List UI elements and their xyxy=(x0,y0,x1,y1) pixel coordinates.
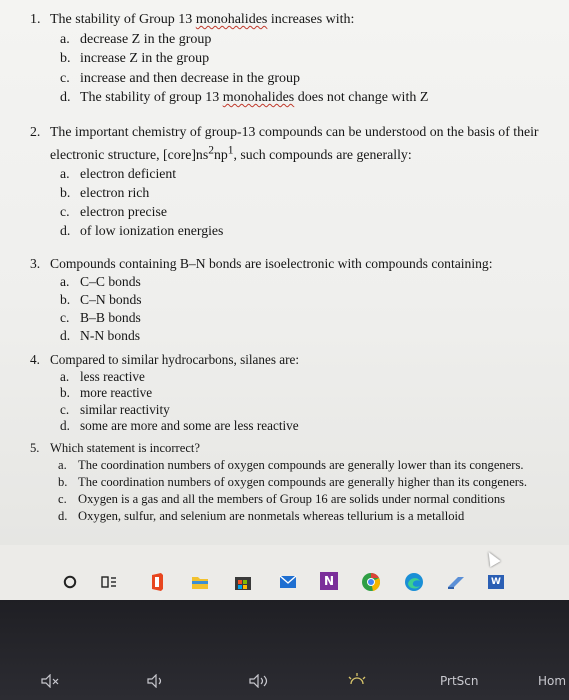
option-c: c. Oxygen is a gas and all the members of Group 16 are solids under normal conditions xyxy=(58,492,506,506)
question-2 xyxy=(30,122,561,240)
volume-up-key xyxy=(248,674,270,691)
question-4-options xyxy=(60,369,561,435)
file-explorer-icon[interactable] xyxy=(190,572,210,592)
question-number: 5. xyxy=(30,441,40,455)
volume-down-key xyxy=(146,674,166,691)
question-5-options xyxy=(58,457,561,525)
option-a: a. The coordination numbers of oxygen compounds are generally lower than its congeners. xyxy=(58,458,524,472)
option-a: a. less reactive xyxy=(60,368,145,384)
question-2-options xyxy=(60,164,561,240)
option-b: b. more reactive xyxy=(60,385,153,400)
option-d: d. some are more and some are less reactive xyxy=(60,418,299,433)
question-1-options xyxy=(60,30,561,108)
chrome-icon[interactable] xyxy=(361,572,381,592)
question-5 xyxy=(30,440,561,525)
question-number: 4. xyxy=(30,352,40,367)
option-d: d. The stability of group 13 monohalides does not change with Z xyxy=(60,90,429,105)
question-3 xyxy=(30,255,561,345)
brightness-key xyxy=(346,672,368,689)
question-2-stem: 2. The important chemistry of group-13 compounds can be understood on the basis of their electronic structure, $[core]ns^2np^1$, such compounds are generally: xyxy=(30,124,539,162)
mail-icon[interactable] xyxy=(278,572,298,592)
question-3-options xyxy=(60,273,561,345)
option-a: a. C–C bonds xyxy=(60,274,141,289)
question-number: 1. xyxy=(30,12,41,27)
option-d: d. N-N bonds xyxy=(60,328,141,343)
taskbar xyxy=(0,545,569,600)
option-b: b. C–N bonds xyxy=(60,292,142,307)
keyboard-function-row xyxy=(0,600,569,700)
option-d: d. Oxygen, sulfur, and selenium are nonmetals whereas tellurium is a metalloid xyxy=(58,509,465,523)
mute-key xyxy=(40,674,60,691)
question-number: 3. xyxy=(30,256,41,271)
office-icon[interactable] xyxy=(147,572,167,592)
store-icon[interactable] xyxy=(233,572,253,592)
question-5-stem: 5. Which statement is incorrect? xyxy=(30,441,201,455)
word-icon[interactable]: W xyxy=(488,575,504,589)
question-number: 2. xyxy=(30,124,41,139)
question-4 xyxy=(30,352,561,435)
option-b: b. electron rich xyxy=(60,184,150,200)
prtscn-key: PrtScn xyxy=(440,674,479,688)
option-c: c. electron precise xyxy=(60,203,167,219)
search-icon[interactable] xyxy=(60,572,80,592)
edge-icon[interactable] xyxy=(404,572,424,592)
home-key: Hom xyxy=(538,674,567,688)
files-icon[interactable] xyxy=(446,572,466,592)
option-b: b. The coordination numbers of oxygen compounds are generally higher than its congeners. xyxy=(58,475,528,489)
option-b: b. increase Z in the group xyxy=(60,51,210,66)
spellcheck-flag: monohalides xyxy=(222,90,295,105)
option-c: c. increase and then decrease in the group xyxy=(60,70,301,86)
question-1 xyxy=(30,10,561,108)
question-3-stem: 3. Compounds containing B–N bonds are isoelectronic with compounds containing: xyxy=(30,256,493,271)
question-1-stem: 1. The stability of Group 13 monohalides increases with: xyxy=(30,10,561,30)
option-d: d. of low ionization energies xyxy=(60,222,224,238)
option-a: a. decrease Z in the group xyxy=(60,31,212,47)
mouse-cursor-icon xyxy=(483,549,500,567)
task-view-icon[interactable] xyxy=(99,572,119,592)
option-a: a. electron deficient xyxy=(60,165,177,181)
option-c: c. similar reactivity xyxy=(60,401,170,417)
option-c: c. B–B bonds xyxy=(60,310,141,325)
question-4-stem: 4. Compared to similar hydrocarbons, silanes are: xyxy=(30,352,300,367)
onenote-icon[interactable]: N xyxy=(320,572,338,590)
spellcheck-flag: monohalides xyxy=(195,12,268,27)
